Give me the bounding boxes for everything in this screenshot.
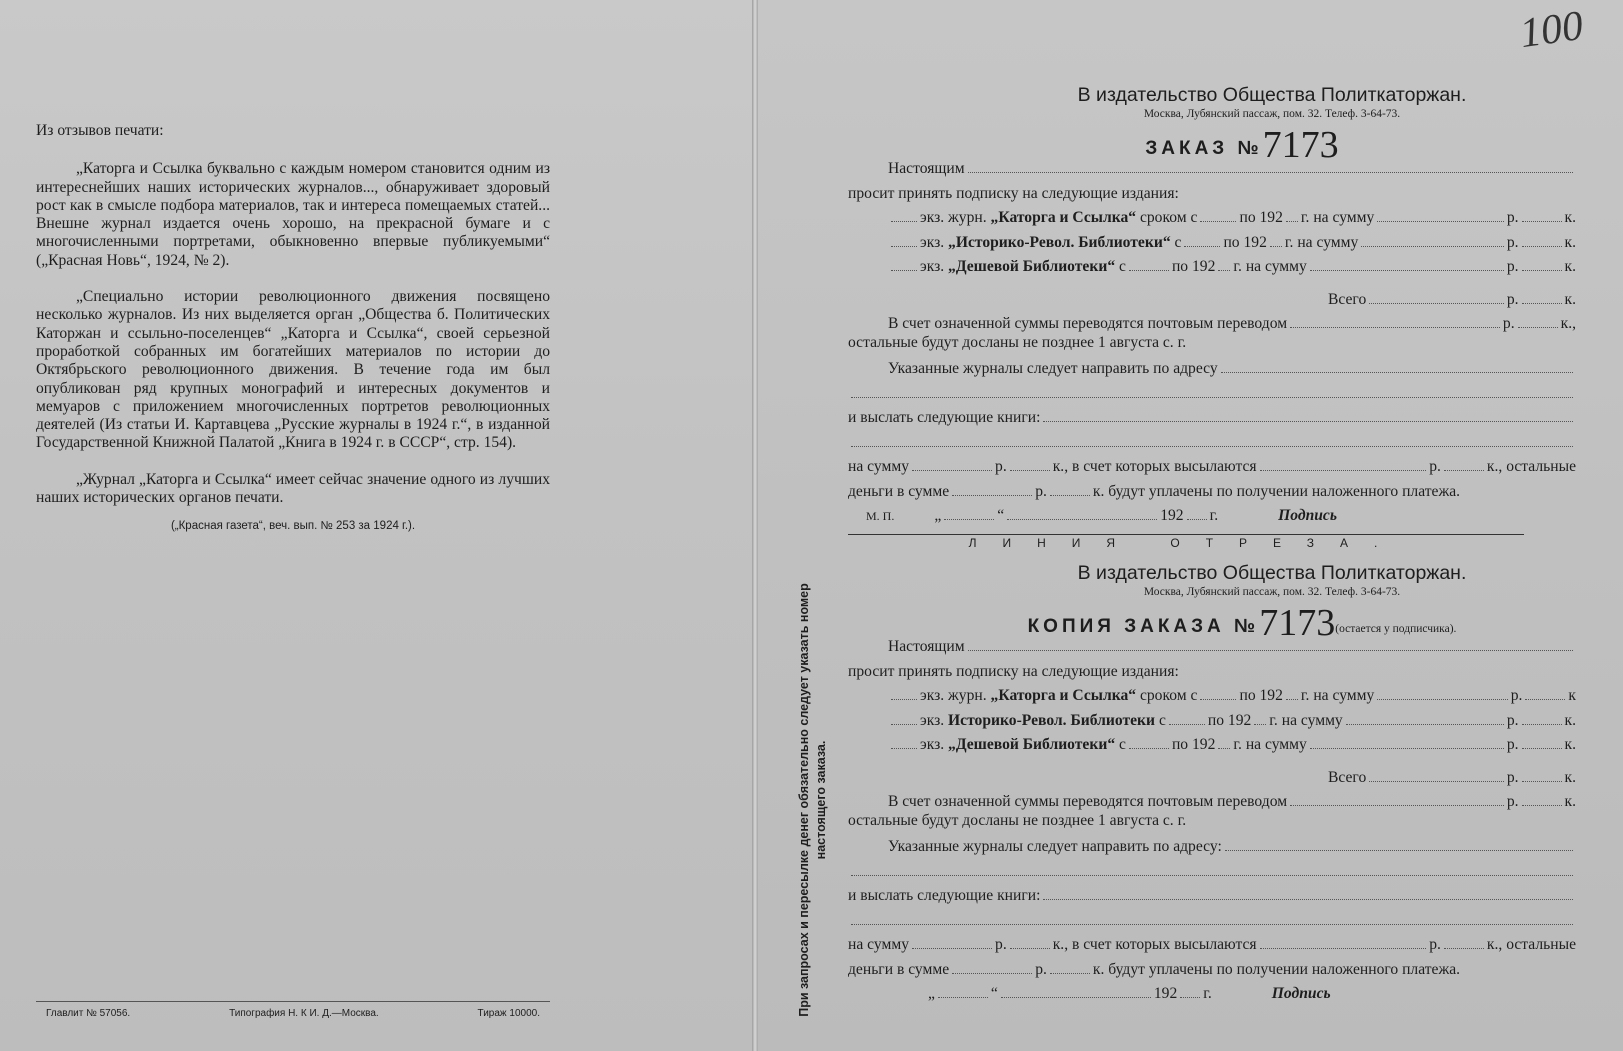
page-number: 100: [1517, 2, 1586, 58]
copy-deliver[interactable]: Указанные журналы следует направить по адресу:: [848, 835, 1576, 860]
order-sum[interactable]: на сумму р. к., в счет которых высылаются р. к., остальные: [848, 455, 1576, 480]
copy-publisher: В издательство Общества Политкаторжан.: [1077, 562, 1467, 584]
order-publisher: В издательство Общества Политкаторжан.: [1077, 84, 1467, 106]
review-1: „Каторга и Ссылка буквально с каждым номером становится одним из интереснейших наших исторических журналов..., обнаруживает здоровый рост как в смысле подбора материалов, так и интереса помещаемых статей... Внешне журнал издается очень хорошо, на прекрасной бумаге и с многочисленными портретами, обыкновенно впервые публикуемыми“ („Красная Новь“, 1924, № 2).: [36, 160, 550, 269]
copy-item-1[interactable]: экз. журн. „Каторга и Ссылка“ сроком с по 192 г. на сумму р. к: [848, 684, 1576, 709]
order-total[interactable]: Всего р. к.: [848, 288, 1576, 313]
review-3: „Журнал „Каторга и Ссылка“ имеет сейчас значение одного из лучших наших исторических органов печати.: [36, 470, 550, 507]
copy-date-signature[interactable]: „ “ 192 г. Подпись: [848, 982, 1576, 1007]
review-2: „Специально истории революционного движения посвящено несколько журналов. Из них выделяется орган „Общества б. Политических Каторжан и ссыльно-поселенцев“ „Каторга и Ссылка“, своей серьезной проработкой собранных им богатейших материалов по истории до Октябрьского революционного движения. В течение года им был опубликован ряд крупных монографий и интересных документов и мемуаров с приложением многочисленных портретов революционных деятелей (Из статьи И. Картавцева „Русские журналы в 1924 г.“, в изданной Государственной Книжной Палатой „Книга в 1924 г. в СССР“, стр. 154).: [36, 288, 550, 452]
order-books-blank[interactable]: [848, 431, 1576, 456]
order-item-1[interactable]: экз. журн. „Каторга и Ссылка“ сроком с по 192 г. на сумму р. к.: [848, 206, 1576, 231]
review-3-source: („Красная газета“, веч. вып. № 253 за 1924 г.).: [170, 520, 416, 533]
copy-total[interactable]: Всего р. к.: [848, 766, 1576, 791]
reviews-heading: Из отзывов печати:: [36, 122, 164, 139]
order-item-3[interactable]: экз. „Дешевой Библиотеки“ с по 192 г. на сумму р. к.: [848, 255, 1576, 280]
order-signature: Подпись: [1278, 507, 1337, 524]
order-title: ЗАКАЗ №7173: [1145, 124, 1339, 166]
imprint: [36, 1001, 550, 1019]
copy-books[interactable]: и выслать следующие книги:: [848, 884, 1576, 909]
copy-deliver-blank[interactable]: [848, 860, 1576, 885]
side-note: При запросах и пересылке денег обязательно следует указать номер настоящего заказа.: [797, 583, 828, 1017]
copy-request: просит принять подписку на следующие издания:: [848, 662, 1179, 680]
copy-money[interactable]: деньги в сумме р. к. будут уплачены по получении наложенного платежа.: [848, 958, 1576, 983]
order-date-signature[interactable]: М. П. „ “ 192 г. Подпись: [848, 504, 1576, 529]
copy-signature: Подпись: [1271, 985, 1331, 1002]
order-item-2[interactable]: экз. „Историко-Револ. Библиотеки“ с по 192 г. на сумму р. к.: [848, 231, 1576, 256]
order-form: [848, 84, 1576, 529]
press-reviews: [36, 122, 550, 536]
copy-item-2[interactable]: экз. Историко-Револ. Библиотеки с по 192 г. на сумму р. к.: [848, 709, 1576, 734]
copy-sum[interactable]: на сумму р. к., в счет которых высылаются р. к., остальные: [848, 933, 1576, 958]
order-present-line[interactable]: Настоящим: [848, 157, 1576, 182]
order-money[interactable]: деньги в сумме р. к. будут уплачены по получении наложенного платежа.: [848, 480, 1576, 505]
copy-number: 7173: [1259, 602, 1336, 644]
order-transfer[interactable]: В счет означенной суммы переводятся почтовым переводом р. к.,: [848, 312, 1576, 337]
order-number: 7173: [1262, 124, 1339, 166]
cut-line: ЛИНИЯ ОТРЕЗА.: [848, 534, 1524, 550]
copy-rest: остальные будут досланы не позднее 1 августа с. г.: [848, 811, 1187, 829]
copy-books-blank[interactable]: [848, 909, 1576, 934]
order-address: Москва, Лубянский пассаж, пом. 32. Телеф. 3-64-73.: [1143, 108, 1401, 120]
copy-title: КОПИЯ ЗАКАЗА №7173(остается у подписчика).: [1027, 602, 1457, 644]
copy-form: [848, 562, 1576, 1007]
copy-address: Москва, Лубянский пассаж, пом. 32. Телеф. 3-64-73.: [1143, 586, 1401, 598]
copy-note: (остается у подписчика).: [1335, 623, 1457, 635]
page-fold: [752, 0, 758, 1051]
copy-present-line[interactable]: Настоящим: [848, 635, 1576, 660]
imprint-glavlit: Главлит № 57056.: [46, 1008, 131, 1019]
order-deliver[interactable]: Указанные журналы следует направить по адресу: [848, 357, 1576, 382]
imprint-typography: Типография Н. К И. Д.—Москва.: [229, 1008, 379, 1019]
order-request: просит принять подписку на следующие издания:: [848, 184, 1179, 202]
order-books[interactable]: и выслать следующие книги:: [848, 406, 1576, 431]
imprint-print-run: Тираж 10000.: [477, 1008, 540, 1019]
copy-item-3[interactable]: экз. „Дешевой Библиотеки“ с по 192 г. на сумму р. к.: [848, 733, 1576, 758]
order-deliver-blank[interactable]: [848, 382, 1576, 407]
copy-transfer[interactable]: В счет означенной суммы переводятся почтовым переводом р. к.: [848, 790, 1576, 815]
order-rest: остальные будут досланы не позднее 1 августа с. г.: [848, 333, 1187, 351]
